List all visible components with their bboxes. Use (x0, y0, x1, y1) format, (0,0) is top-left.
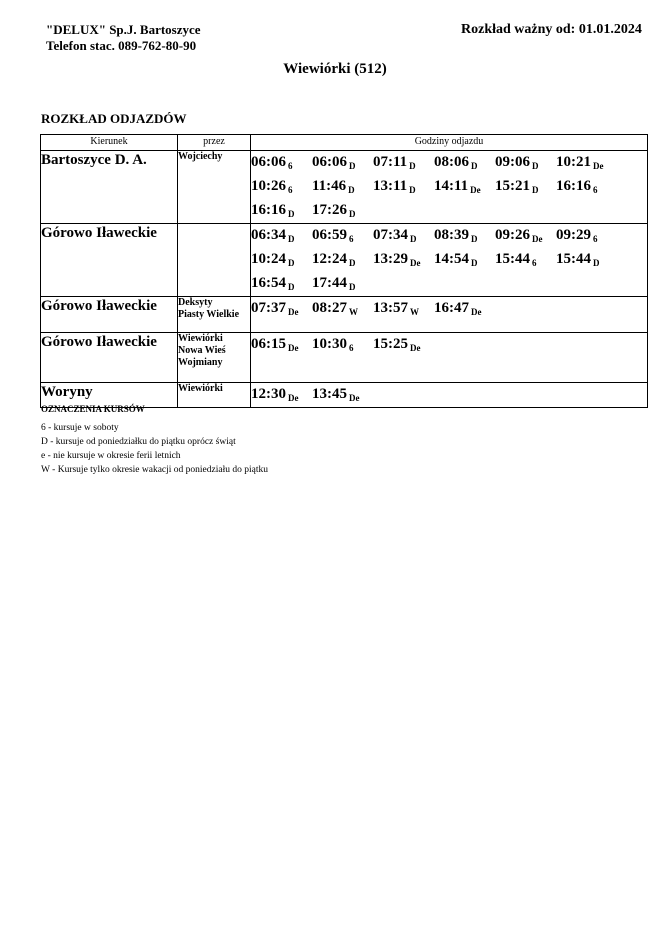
departure-time (312, 224, 373, 248)
times-cell (251, 151, 648, 224)
company-name: "DELUX" Sp.J. Bartoszyce (46, 22, 201, 37)
departure-time (312, 272, 373, 296)
departure-time (495, 151, 556, 175)
time-value: 15:21 (495, 178, 530, 194)
direction-cell: Bartoszyce D. A. (41, 151, 178, 224)
time-value: 10:21 (556, 154, 591, 170)
departure-time (495, 224, 556, 248)
table-row (41, 333, 648, 383)
time-value: 08:06 (434, 154, 469, 170)
course-code: D (349, 161, 356, 171)
table-header-row (41, 135, 648, 151)
time-value: 06:34 (251, 227, 286, 243)
time-value: 07:34 (373, 227, 408, 243)
course-code: D (288, 258, 295, 268)
departure-time (434, 151, 495, 175)
via-stop: Wiewiórki (178, 333, 223, 344)
via-stop: Wojmiany (178, 357, 223, 368)
departure-time (251, 333, 312, 357)
company-phone: Telefon stac. 089-762-80-90 (46, 38, 197, 53)
time-value: 16:47 (434, 300, 469, 316)
time-value: 12:30 (251, 386, 286, 402)
course-code: D (593, 258, 600, 268)
course-code: D (532, 161, 539, 171)
course-code: De (470, 185, 481, 195)
course-code: D (471, 258, 478, 268)
via-stop: Wojciechy (178, 151, 223, 162)
time-value: 07:37 (251, 300, 286, 316)
legend-item: e - nie kursuje w okresie ferii letnich (41, 451, 181, 461)
course-code: De (410, 343, 421, 353)
time-value: 10:24 (251, 251, 286, 267)
table-row (41, 297, 648, 333)
times-cell (251, 297, 648, 333)
via-stop: Deksyty (178, 297, 213, 308)
valid-from: Rozkład ważny od: 01.01.2024 (461, 22, 642, 37)
departure-time (373, 248, 434, 272)
course-code: De (471, 307, 482, 317)
time-value: 13:11 (373, 178, 408, 194)
course-code: 6 (349, 234, 354, 244)
via-stop: Nowa Wieś (178, 345, 226, 356)
table-row (41, 224, 648, 297)
via-cell (178, 151, 251, 224)
departure-time (495, 248, 556, 272)
course-code: D (410, 234, 417, 244)
departure-time (251, 297, 312, 321)
departure-time (312, 199, 373, 223)
departure-time (251, 224, 312, 248)
course-code: D (349, 282, 356, 292)
legend (41, 402, 268, 477)
time-value: 17:44 (312, 275, 347, 291)
time-value: 14:54 (434, 251, 469, 267)
departure-time (556, 175, 617, 199)
departure-time (312, 248, 373, 272)
direction-cell: Górowo Iławeckie (41, 297, 178, 333)
time-value: 11:46 (312, 178, 347, 194)
via-stop: Wiewiórki (178, 383, 223, 394)
course-code: W (410, 307, 419, 317)
course-code: De (288, 307, 299, 317)
time-value: 15:44 (495, 251, 530, 267)
time-value: 10:26 (251, 178, 286, 194)
course-code: De (288, 393, 299, 403)
time-value: 08:39 (434, 227, 469, 243)
departure-time (312, 151, 373, 175)
time-value: 16:54 (251, 275, 286, 291)
departure-time (556, 151, 617, 175)
course-code: De (593, 161, 604, 171)
direction-cell: Woryny (41, 383, 178, 408)
times-cell (251, 224, 648, 297)
section-title: ROZKŁAD ODJAZDÓW (41, 111, 187, 126)
via-cell (178, 224, 251, 297)
course-code: D (348, 185, 355, 195)
time-value: 06:06 (251, 154, 286, 170)
departure-time (312, 175, 373, 199)
legend-title: OZNACZENIA KURSÓW (41, 404, 145, 414)
departure-time (495, 175, 556, 199)
time-value: 07:11 (373, 154, 408, 170)
column-header-direction: Kierunek (41, 135, 178, 151)
departure-time (251, 199, 312, 223)
time-value: 17:26 (312, 202, 347, 218)
course-code: D (471, 234, 478, 244)
company-info (46, 22, 201, 54)
time-value: 16:16 (251, 202, 286, 218)
departure-time (434, 248, 495, 272)
course-code: W (349, 307, 358, 317)
legend-item: W - Kursuje tylko okresie wakacji od poniedziału do piątku (41, 465, 268, 475)
course-code: D (288, 282, 295, 292)
direction-cell: Górowo Iławeckie (41, 224, 178, 297)
departure-time (434, 297, 495, 321)
page-title: Wiewiórki (512) (283, 61, 387, 77)
departure-time (434, 224, 495, 248)
course-code: D (409, 161, 416, 171)
course-code: D (349, 258, 356, 268)
course-code: De (349, 393, 360, 403)
time-value: 09:29 (556, 227, 591, 243)
time-value: 13:29 (373, 251, 408, 267)
legend-item: 6 - kursuje w soboty (41, 423, 119, 433)
course-code: 6 (593, 185, 598, 195)
departure-time (373, 224, 434, 248)
times-cell (251, 383, 648, 408)
time-value: 14:11 (434, 178, 469, 194)
time-value: 12:24 (312, 251, 347, 267)
course-code: D (288, 209, 295, 219)
table-row (41, 151, 648, 224)
departure-time (373, 333, 434, 357)
course-code: D (471, 161, 478, 171)
course-code: 6 (532, 258, 537, 268)
direction-cell: Górowo Iławeckie (41, 333, 178, 383)
course-code: 6 (288, 185, 293, 195)
times-cell (251, 333, 648, 383)
departure-time (312, 383, 373, 407)
time-value: 13:45 (312, 386, 347, 402)
via-cell (178, 333, 251, 383)
departure-time (251, 248, 312, 272)
time-value: 15:44 (556, 251, 591, 267)
course-code: 6 (349, 343, 354, 353)
course-code: De (410, 258, 421, 268)
departure-time (556, 224, 617, 248)
departure-time (373, 151, 434, 175)
course-code: D (532, 185, 539, 195)
departure-time (312, 333, 373, 357)
column-header-times: Godziny odjazdu (251, 135, 648, 151)
time-value: 16:16 (556, 178, 591, 194)
course-code: D (409, 185, 416, 195)
course-code: 6 (593, 234, 598, 244)
departure-time (556, 248, 617, 272)
time-value: 08:27 (312, 300, 347, 316)
time-value: 06:15 (251, 336, 286, 352)
departure-time (434, 175, 495, 199)
departure-time (312, 297, 373, 321)
column-header-via: przez (178, 135, 251, 151)
departure-time (251, 175, 312, 199)
time-value: 13:57 (373, 300, 408, 316)
departure-time (373, 175, 434, 199)
departure-time (373, 297, 434, 321)
via-cell (178, 297, 251, 333)
via-stop: Piasty Wielkie (178, 309, 240, 320)
time-value: 10:30 (312, 336, 347, 352)
time-value: 15:25 (373, 336, 408, 352)
time-value: 09:26 (495, 227, 530, 243)
course-code: De (532, 234, 543, 244)
departure-time (251, 272, 312, 296)
course-code: 6 (288, 161, 293, 171)
time-value: 09:06 (495, 154, 530, 170)
course-code: D (288, 234, 295, 244)
legend-item: D - kursuje od poniedziałku do piątku oprócz świąt (41, 437, 236, 447)
time-value: 06:59 (312, 227, 347, 243)
time-value: 06:06 (312, 154, 347, 170)
course-code: D (349, 209, 356, 219)
timetable (40, 134, 648, 408)
departure-time (251, 151, 312, 175)
course-code: De (288, 343, 299, 353)
